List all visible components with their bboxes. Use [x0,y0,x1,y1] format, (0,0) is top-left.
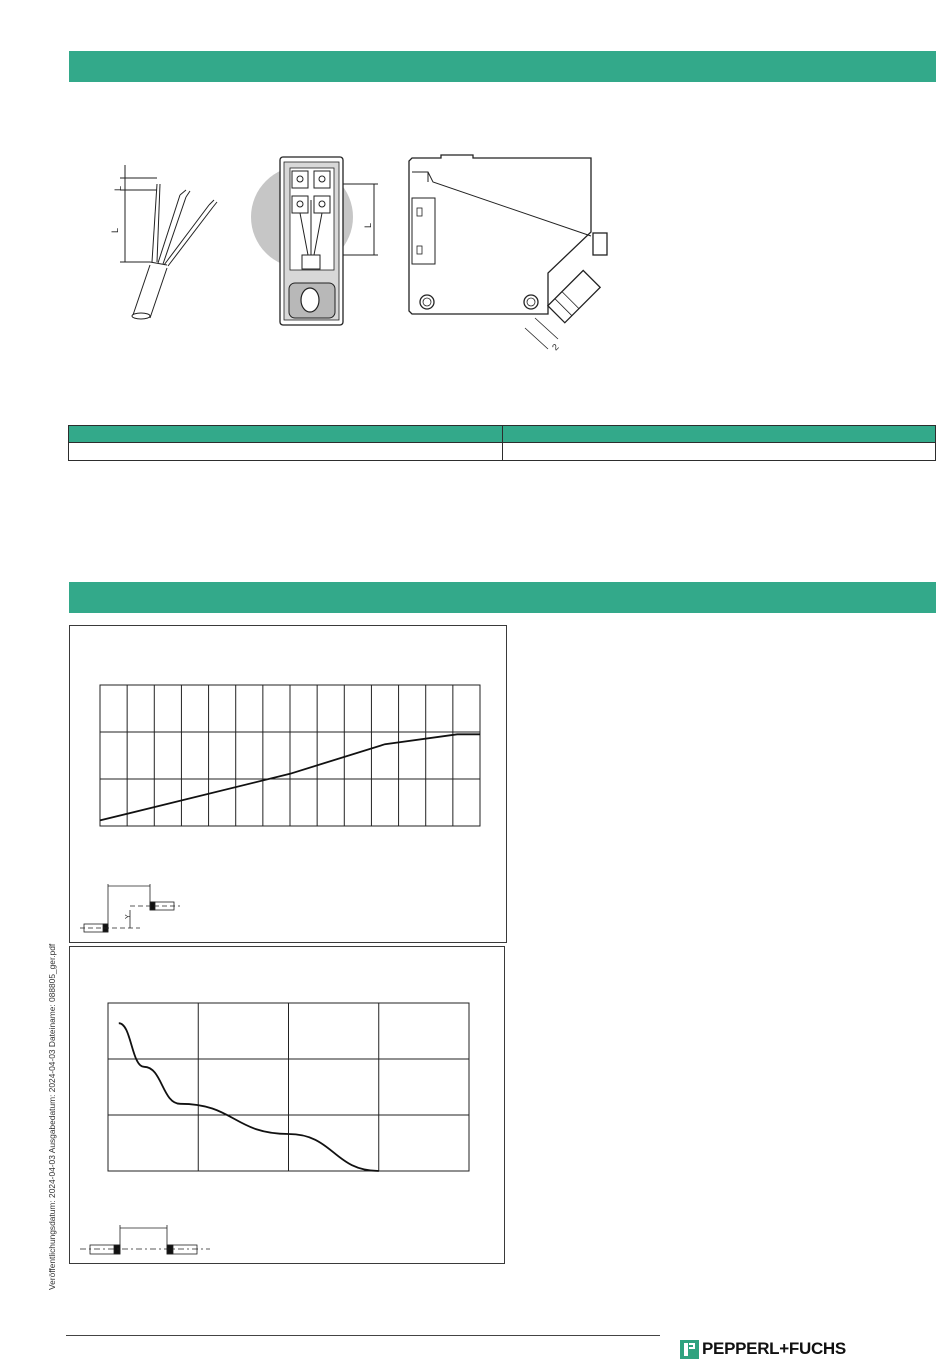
chart-2-series-line [119,1023,379,1171]
table-cell [503,443,936,461]
brand-logo-icon [680,1340,699,1359]
table-header-cell [503,426,936,443]
table-row [69,443,936,461]
line-chart-1 [70,626,506,942]
table-header-cell [69,426,503,443]
table-cell [69,443,503,461]
label-depth-2: 2 [550,341,561,353]
chart-1-offset-label: Y [125,914,132,919]
brand-logo [680,1338,846,1360]
footer-rule [66,1335,660,1336]
chart-2-schematic [80,1225,210,1254]
table-header-row [69,426,936,443]
dimension-drawings [0,0,950,420]
sensor-front-drawing [251,157,378,325]
section-band [69,582,936,613]
label-l1-small: L [113,185,123,191]
chart-1-schematic [80,884,180,932]
chart-panel-2 [69,946,505,1264]
label-l-large: L [110,227,120,233]
data-table [68,425,936,461]
sensor-side-drawing [409,155,607,349]
cable-drawing [120,165,217,319]
publication-note: Veröffentlichungsdatum: 2024-04-03 Ausgabedatum: 2024-04-03 Dateiname: 088805_ger.pdf [47,943,57,1290]
chart-panel-1 [69,625,507,943]
label-l1-large: L [363,222,373,228]
line-chart-2 [70,947,504,1263]
brand-name: PEPPERL+FUCHS [702,1339,846,1358]
